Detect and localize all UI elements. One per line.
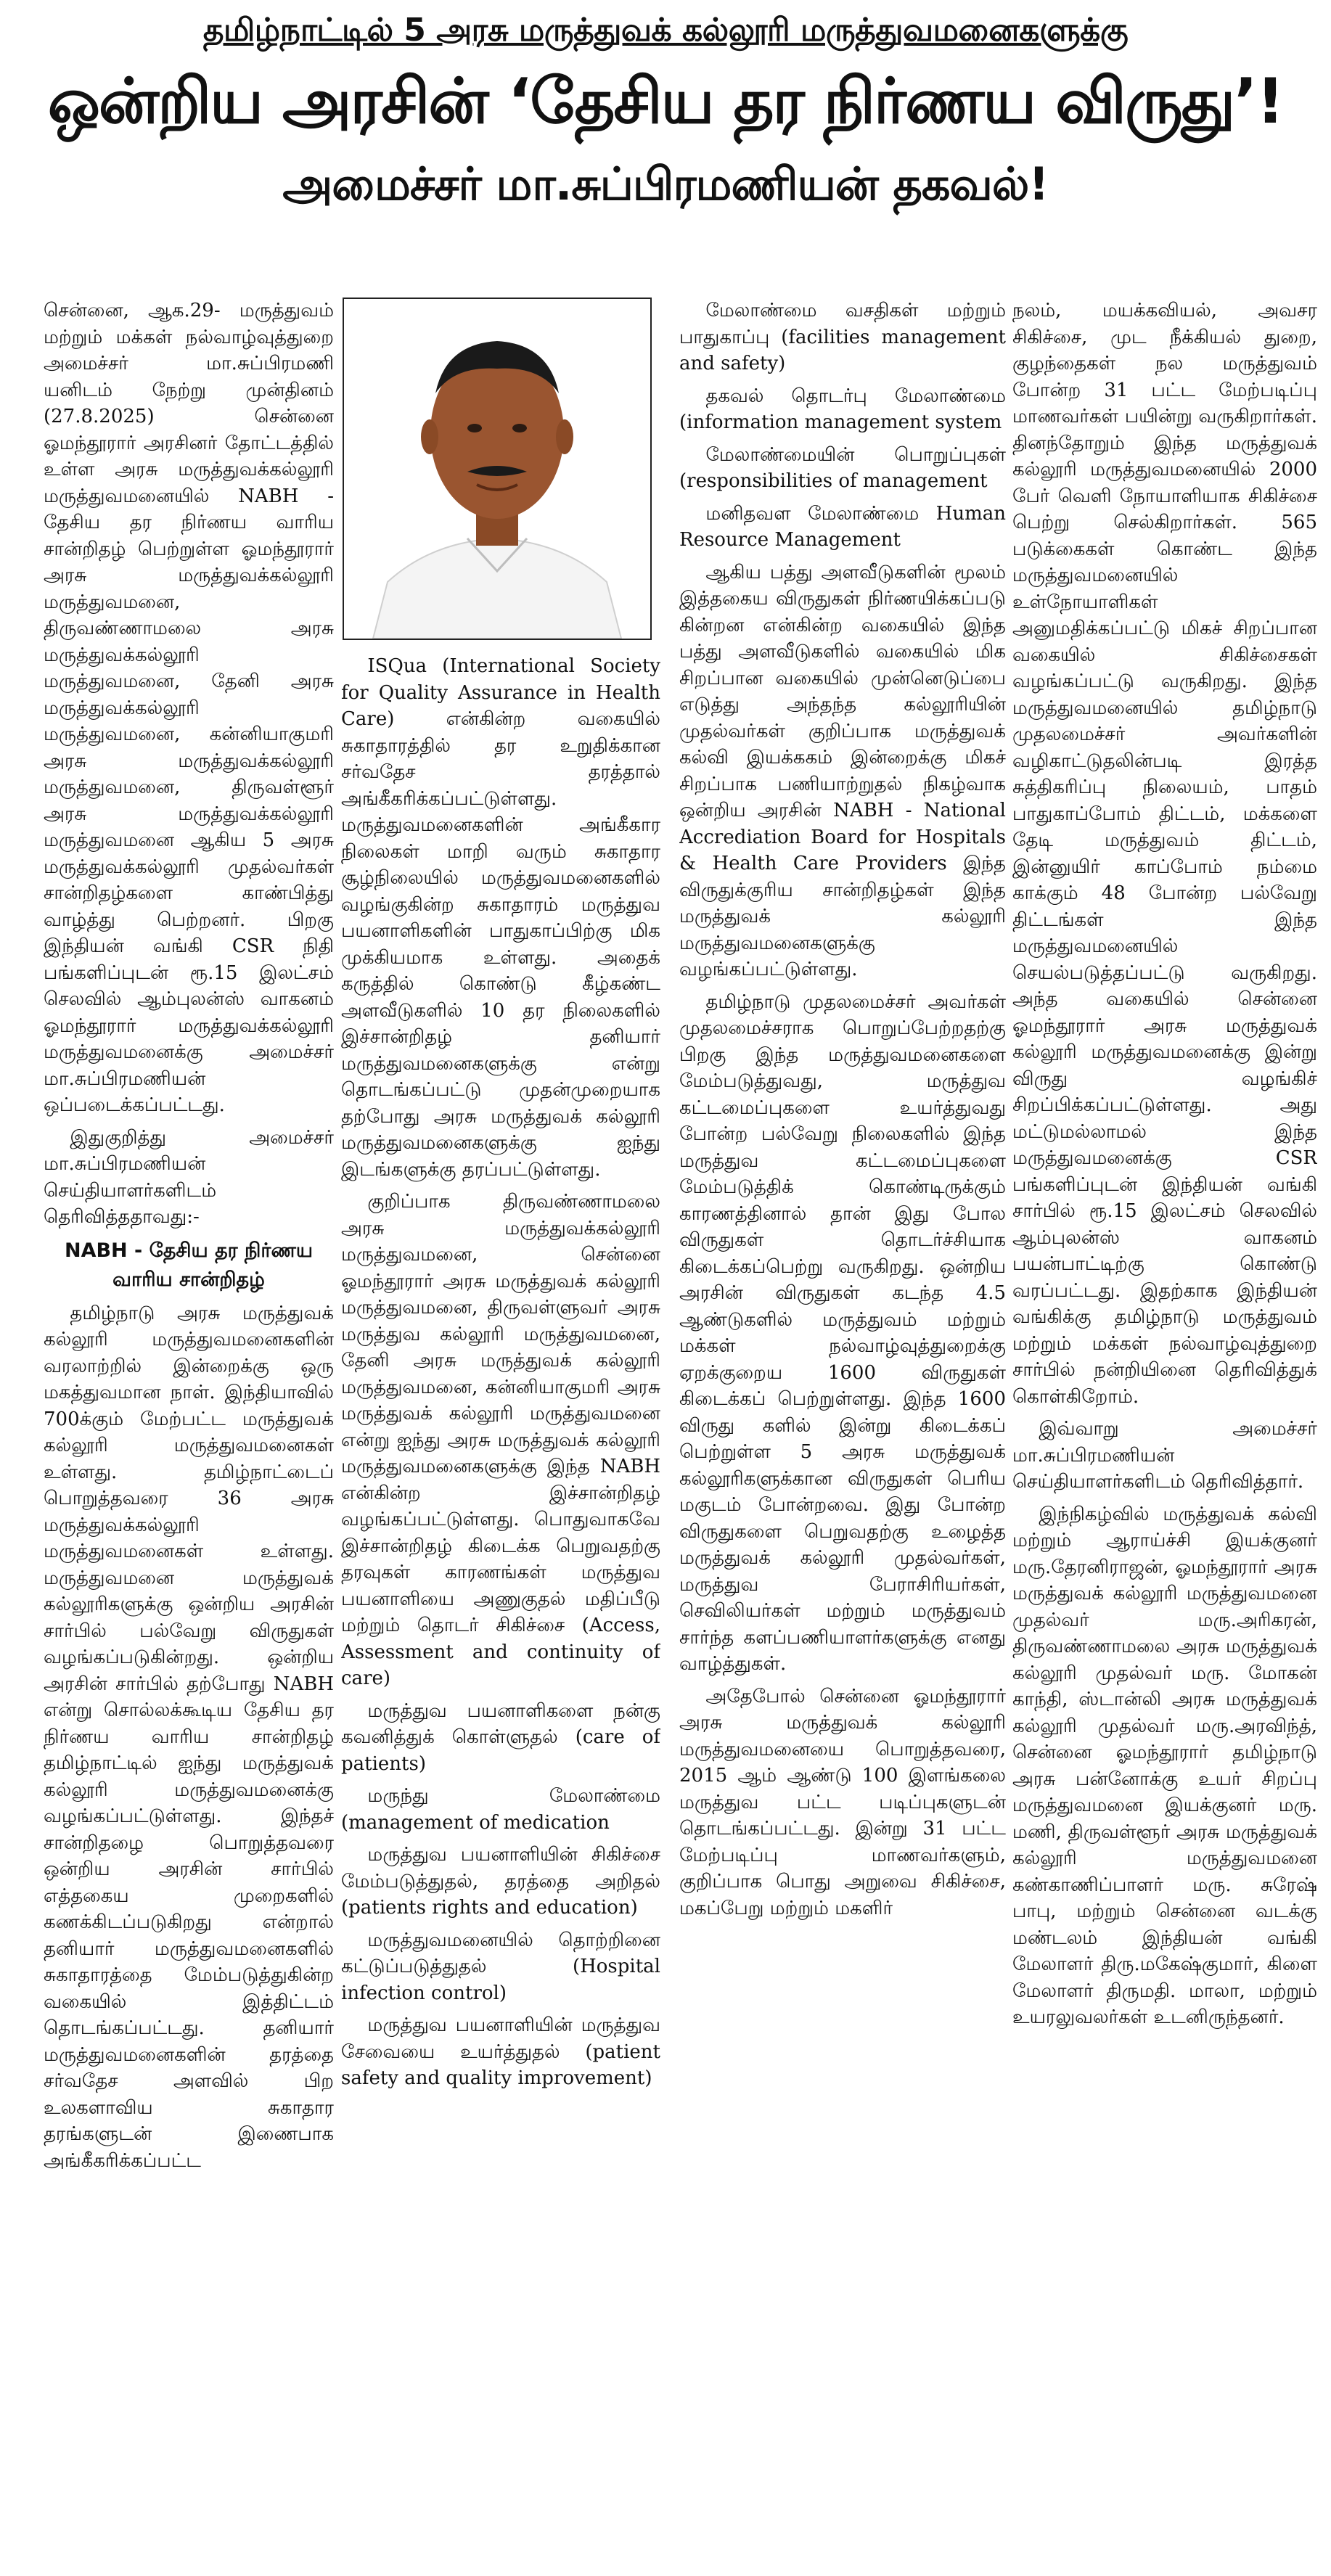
col3-para-7: அதேபோல் சென்னை ஓமந்தூரார் அரசு மருத்துவக் கல்லூரி மருத்துவமனையை பொறுத்தவரை, 2015 ஆம் ஆண்டு 100 இளங்கலை மருத்துவ பட்ட படிப்புகளுடன் தொடங்கப்பட்டது. இன்று 31 பட்ட மேற்படிப்பு மாணவர்களும், குறிப்பாக பொது அறுவை சிகிச்சை, மகப்பேறு மற்றும் மகளிர்	[679, 1685, 1006, 1919]
person-portrait-icon	[344, 299, 650, 639]
col2-para-5: மருத்துவ பயனாளியின் சிகிச்சை மேம்படுத்துதல், தரத்தை அறிதல் (patients rights and education)	[341, 1844, 660, 1919]
col4-para-1: நலம், மயக்கவியல், அவசர சிகிச்சை, முட நீக்கியல் துறை, குழந்தைகள் நல மருத்துவம் போன்ற 31 பட்ட மேற்படிப்பு மாணவர்கள் பயின்று வருகிறார்கள். தினந்தோறும் இந்த மருத்துவக் கல்லூரி மருத்துவமனையில் 2000 பேர் வெளி நோயாளியாக சிகிச்சை பெற்று செல்கிறார்கள். 565 படுக்கைகள் கொண்ட இந்த மருத்துவமனையில் உள்நோயாளிகள் அனுமதிக்கப்பட்டு மிகச் சிறப்பான வகையில் சிகிச்சைகள் வழங்கப்பட்டு வருகிறது. இந்த மருத்துவமனையில் தமிழ்நாடு முதலமைச்சர் அவர்களின் வழிகாட்டுதலின்படி இரத்த சுத்திகரிப்பு நிலையம், பாதம் பாதுகாப்போம் திட்டம், மக்களை தேடி மருத்துவம் திட்டம், இன்னுயிர் காப்போம் நம்மை காக்கும் 48 போன்ற பல்வேறு திட்டங்கள் இந்த மருத்துவமனையில் செயல்படுத்தப்பட்டு வருகிறது. அந்த வகையில் சென்னை ஓமந்தூரார் அரசு மருத்துவக் கல்லூரி மருத்துவமனைக்கு இன்று விருது வழங்கிச் சிறப்பிக்கப்பட்டுள்ளது. அது மட்டுமல்லாமல் இந்த மருத்துவமனைக்கு CSR பங்களிப்புடன் இந்தியன் வங்கி சார்பில் ரூ.15 இலட்சம் செலவில் ஆம்புலன்ஸ் வாகனம் பயன்பாட்டிற்கு கொண்டு வரப்பட்டது. இதற்காக இந்தியன் வங்கிக்கு தமிழ்நாடு மருத்துவம் மற்றும் மக்கள் நல்வாழ்வுத்துறை சார்பில் நன்றியினை தெரிவித்துக் கொள்கிறோம்.	[1012, 300, 1317, 1408]
column-1	[44, 298, 334, 2569]
headline-sub: அமைச்சர் மா.சுப்பிரமணியன் தகவல்!	[282, 157, 1049, 210]
col3-para-3: மேலாண்மையின் பொறுப்புகள் (responsibilities of management	[679, 443, 1006, 492]
col2-para-2: குறிப்பாக திருவண்ணாமலை அரசு மருத்துவக்கல்லூரி மருத்துவமனை, சென்னை ஓமந்தூரார் அரசு மருத்துவக் கல்லூரி மருத்துவமனை, திருவள்ளுவர் அரசு மருத்துவ கல்லூரி மருத்துவமனை, தேனி அரசு மருத்துவக் கல்லூரி மருத்துவமனை, கன்னியாகுமரி அரசு மருத்துவக் கல்லூரி மருத்துவமனை என்று ஐந்து அரசு மருத்துவக் கல்லூரி மருத்துவமனைகளுக்கு இந்த NABH என்கின்ற இச்சான்றிதழ் வழங்கப்பட்டுள்ளது. பொதுவாகவே இச்சான்றிதழ் கிடைக்க பெறுவதற்கு தரவுகள் காரணங்கள் மருத்துவ பயனாளியை அணுகுதல் மதிப்பீடு மற்றும் தொடர் சிகிச்சை (Access, Assessment and continuity of care)	[341, 1191, 660, 1689]
minister-photo	[343, 298, 652, 640]
col1-para-3: தமிழ்நாடு அரசு மருத்துவக் கல்லூரி மருத்துவமனைகளின் வரலாற்றில் இன்றைக்கு ஒரு மகத்துவமான நாள். இந்தியாவில் 700க்கும் மேற்பட்ட மருத்துவக் கல்லூரி மருத்துவமனைகள் உள்ளது. தமிழ்நாட்டைப் பொறுத்தவரை 36 அரசு மருத்துவக்கல்லூரி மருத்துவமனைகள் உள்ளது. மருத்துவமனை மருத்துவக் கல்லூரிகளுக்கு ஒன்றிய அரசின் சார்பில் பல்வேறு விருதுகள் வழங்கப்படுகின்றது. ஒன்றிய அரசின் சார்பில் தற்போது NABH என்று சொல்லக்கூடிய தேசிய தர நிர்ணய வாரிய சான்றிதழ் தமிழ்நாட்டில் ஐந்து மருத்துவக் கல்லூரி மருத்துவமனைக்கு வழங்கப்பட்டுள்ளது. இந்தச் சான்றிதழை பொறுத்தவரை ஒன்றிய அரசின் சார்பில் எத்தகைய முறைகளில் கணக்கிடப்படுகிறது என்றால் தனியார் மருத்துவமனைகளில் சுகாதாரத்தை மேம்படுத்துகின்ற வகையில் இத்திட்டம் தொடங்கப்பட்டது. தனியார் மருத்துவமனைகளின் தரத்தை சர்வதேச அளவில் பிற உலகளாவிய சுகாதார தரங்களுடன் இணைபாக அங்கீகரிக்கப்பட்ட	[44, 1302, 334, 2172]
headline-block	[7, 7, 1324, 219]
col2-para-6: மருத்துவமனையில் தொற்றினை கட்டுப்படுத்துதல் (Hospital infection control)	[341, 1929, 660, 2004]
article-body	[0, 298, 1331, 2569]
col2-para-3: மருத்துவ பயனாளிகளை நன்கு கவனித்துக் கொள்ளுதல் (care of patients)	[341, 1699, 660, 1775]
column-2	[341, 298, 660, 2569]
section-subhead: NABH - தேசிய தர நிர்ணய வாரிய சான்றிதழ்	[64, 1239, 314, 1291]
col3-para-1: மேலாண்மை வசதிகள் மற்றும் பாதுகாப்பு (facilities management and safety)	[679, 300, 1006, 374]
col2-para-1: ISQua (International Society for Quality Assurance in Health Care) என்கின்ற வகையில் சுகாதாரத்தில் தர உறுதிக்கான சர்வதேச தரத்தால் அங்கீகரிக்கப்பட்டுள்ளது. மருத்துவமனைகளின் அங்கீகார நிலைகள் மாறி வரும் சுகாதார சூழ்நிலையில் மருத்துவமனைகளில் வழங்குகின்ற சுகாதாரம் மருத்துவ பயனாளிகளின் பாதுகாப்பிற்கு மிக முக்கியமாக உள்ளது. அதைக் கருத்தில் கொண்டு கீழ்கண்ட அளவீடுகளில் 10 தர நிலைகளில் இச்சான்றிதழ் தனியார் மருத்துவமனைகளுக்கு என்று தொடங்கப்பட்டு முதன்முறையாக தற்போது அரசு மருத்துவக் கல்லூரி மருத்துவமனைகளுக்கு ஐந்து இடங்களுக்கு தரப்பட்டுள்ளது.	[341, 655, 660, 1181]
column-4	[1012, 298, 1317, 2569]
col3-para-6: தமிழ்நாடு முதலமைச்சர் அவர்கள் முதலமைச்சராக பொறுப்பேற்றதற்கு பிறகு இந்த மருத்துவமனைகளை மேம்படுத்துவது, மருத்துவ கட்டமைப்புகளை உயர்த்துவது போன்ற பல்வேறு நிலைகளில் இந்த மருத்துவ கட்டமைப்புகளை மேம்படுத்திக் கொண்டிருக்கும் காரணத்தினால் தான் இது போல விருதுகள் தொடர்ச்சியாக கிடைக்கப்பெற்று வருகிறது. ஒன்றிய அரசின் விருதுகள் கடந்த 4.5 ஆண்டுகளில் மருத்துவம் மற்றும் மக்கள் நல்வாழ்வுத்துறைக்கு ஏறக்குறைய 1600 விருதுகள் கிடைக்கப் பெற்றுள்ளது. இந்த 1600 விருது களில் இன்று கிடைக்கப் பெற்றுள்ள 5 அரசு மருத்துவக் கல்லூரிகளுக்கான விருதுகள் பெரிய மகுடம் போன்றவை. இது போன்ற விருதுகளை பெறுவதற்கு உழைத்த மருத்துவக் கல்லூரி முதல்வர்கள், மருத்துவ பேராசிரியர்கள், செவிலியர்கள் மற்றும் மருத்துவம் சார்ந்த களப்பணியாளர்களுக்கு எனது வாழ்த்துகள்.	[679, 990, 1006, 1675]
col3-para-4: மனிதவள மேலாண்மை Human Resource Management	[679, 502, 1006, 551]
headline-kicker: தமிழ்நாட்டில் 5 அரசு மருத்துவக் கல்லூரி மருத்துவமனைகளுக்கு	[202, 12, 1129, 49]
headline-main: ஒன்றிய அரசின் ‘தேசிய தர நிர்ணய விருது’!	[47, 65, 1284, 138]
col2-para-4: மருந்து மேலாண்மை (management of medication	[341, 1785, 660, 1834]
column-2-text	[341, 653, 660, 2098]
col4-para-2: இவ்வாறு அமைச்சர் மா.சுப்பிரமணியன் செய்தியாளர்களிடம் தெரிவித்தார்.	[1012, 1418, 1317, 1493]
column-3	[679, 298, 1006, 2569]
col1-para-1: சென்னை, ஆக.29- மருத்துவம் மற்றும் மக்கள் நல்வாழ்வுத்துறை அமைச்சர் மா.சுப்பிரமணி யனிடம் நேற்று முன்தினம் (27.8.2025) சென்னை ஓமந்தூரார் அரசினர் தோட்டத்தில் உள்ள அரசு மருத்துவக்கல்லூரி மருத்துவமனையில் NABH - தேசிய தர நிர்ணய வாரிய சான்றிதழ் பெற்றுள்ள ஓமந்தூரார் அரசு மருத்துவக்கல்லூரி மருத்துவமனை, திருவண்ணாமலை அரசு மருத்துவக்கல்லூரி மருத்துவமனை, தேனி அரசு மருத்துவக்கல்லூரி மருத்துவமனை, கன்னியாகுமரி அரசு மருத்துவக்கல்லூரி மருத்துவமனை, திருவள்ளூர் அரசு மருத்துவக்கல்லூரி மருத்துவமனை ஆகிய 5 அரசு மருத்துவக்கல்லூரி முதல்வர்கள் சான்றிதழ்களை காண்பித்து வாழ்த்து பெற்றனர். பிறகு இந்தியன் வங்கி CSR நிதி பங்களிப்புடன் ரூ.15 இலட்சம் செலவில் ஆம்புலன்ஸ் வாகனம் ஓமந்தூரார் மருத்துவக்கல்லூரி மருத்துவமனைக்கு அமைச்சர் மா.சுப்பிரமணியன் ஒப்படைக்கப்பட்டது.	[44, 300, 334, 1116]
col3-para-5: ஆகிய பத்து அளவீடுகளின் மூலம் இத்தகைய விருதுகள் நிர்ணயிக்கப்படு கின்றன என்கின்ற வகையில் இந்த பத்து அளவீடுகளில் வகையில் மிக சிறப்பான வகையில் முன்னெடுப்பை எடுத்து அந்தந்த கல்லூரியின் முதல்வர்கள் குறிப்பாக மருத்துவக் கல்வி இயக்ககம் இன்றைக்கு மிகச் சிறப்பாக பணியாற்றுதல் நிகழ்வாக ஒன்றிய அரசின் NABH - National Accrediation Board for Hospitals & Health Care Providers இந்த விருதுக்குரிய சான்றிதழ்கள் இந்த மருத்துவக் கல்லூரி மருத்துவமனைகளுக்கு வழங்கப்பட்டுள்ளது.	[679, 561, 1006, 980]
col1-para-2: இதுகுறித்து அமைச்சர் மா.சுப்பிரமணியன் செய்தியாளர்களிடம் தெரிவித்ததாவது:-	[44, 1126, 334, 1228]
col3-para-2: தகவல் தொடர்பு மேலாண்மை (information management system	[679, 385, 1006, 433]
col2-para-7: மருத்துவ பயனாளியின் மருத்துவ சேவையை உயர்த்துதல் (patient safety and quality improvement)	[341, 2014, 660, 2089]
col4-para-3: இந்நிகழ்வில் மருத்துவக் கல்வி மற்றும் ஆராய்ச்சி இயக்குனர் மரு.தேரனிராஜன், ஓமந்தூரார் அரசு மருத்துவக் கல்லூரி மருத்துவமனை முதல்வர் மரு.அரிகரன், திருவண்ணாமலை அரசு மருத்துவக் கல்லூரி முதல்வர் மரு. மோகன் காந்தி, ஸ்டான்லி அரசு மருத்துவக் கல்லூரி முதல்வர் மரு.அரவிந்த், சென்னை ஓமந்தூரார் தமிழ்நாடு அரசு பன்னோக்கு உயர் சிறப்பு மருத்துவமனை இயக்குனர் மரு. மணி, திருவள்ளூர் அரசு மருத்துவக் கல்லூரி மருத்துவமனை கண்காணிப்பாளர் மரு. சுரேஷ் பாபு, மற்றும் சென்னை வடக்கு மண்டலம் இந்தியன் வங்கி மேலாளர் திரு.மகேஷ்குமார், கிளை மேலாளர் திருமதி. மாலா, மற்றும் உயரலுவலர்கள் உடனிருந்தனர்.	[1012, 1503, 1317, 2028]
